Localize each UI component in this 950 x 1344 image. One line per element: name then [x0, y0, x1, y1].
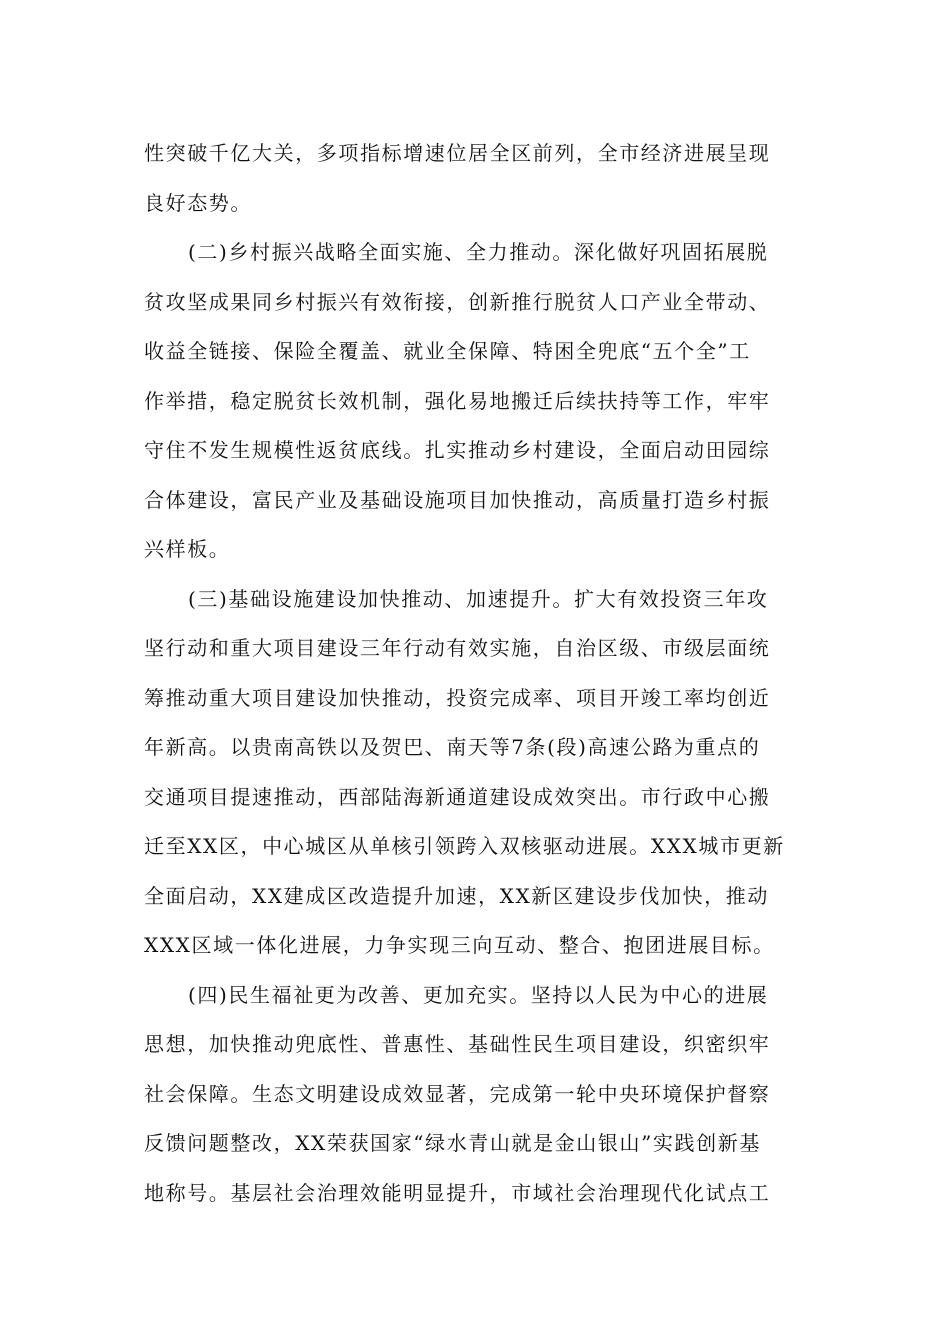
text-line: 社会保障。生态文明建设成效显著，完成第一轮中央环境保护督察	[144, 1081, 771, 1106]
text-line: 全面启动，XX建成区改造提升加速，XX新区建设步伐加快，推动	[144, 883, 769, 908]
text-line: 良好态势。	[144, 190, 252, 215]
text-line: 迁至XX区，中心城区从单核引领跨入双核驱动进展。XXX城市更新	[144, 834, 785, 858]
section-heading-line: (四)民生福祉更为改善、更加充实。坚持以人民为中心的进展	[188, 982, 769, 1007]
text-line: XXX区域一体化进展，力争实现三向互动、整合、抱团进展目标。	[144, 933, 775, 957]
text-line: 年新高。以贵南高铁以及贺巴、南天等7条(段)高速公路为重点的	[144, 735, 761, 759]
text-line: 守住不发生规模性返贫底线。扎实推动乡村建设，全面启动田园综	[144, 438, 771, 462]
text-line: 作举措，稳定脱贫长效机制，强化易地搬迁后续扶持等工作，牢牢	[144, 388, 771, 413]
text-line: 思想，加快推动兜底性、普惠性、基础性民生项目建设，织密织牢	[144, 1032, 771, 1056]
text-line: 贫攻坚成果同乡村振兴有效衔接，创新推行脱贫人口产业全带动、	[144, 289, 771, 314]
text-line: 筹推动重大项目建设加快推动，投资完成率、项目开竣工率均创近	[144, 685, 771, 710]
text-line: 坚行动和重大项目建设三年行动有效实施，自治区级、市级层面统	[144, 636, 771, 660]
text-line: 地称号。基层社会治理效能明显提升，市域社会治理现代化试点工	[144, 1180, 771, 1205]
body-text	[144, 129, 810, 1218]
text-line: 性突破千亿大关，多项指标增速位居全区前列，全市经济进展呈现	[144, 141, 771, 165]
text-line: 收益全链接、保险全覆盖、就业全保障、特困全兜底“五个全”工	[144, 339, 751, 363]
text-line: 反馈问题整改，XX荣获国家“绿水青山就是金山银山”实践创新基	[144, 1131, 761, 1155]
section-heading-line: (三)基础设施建设加快推动、加速提升。扩大有效投资三年攻	[188, 586, 769, 611]
text-line: 兴样板。	[144, 537, 231, 561]
section-heading-line: (二)乡村振兴战略全面实施、全力推动。深化做好巩固拓展脱	[188, 240, 769, 264]
text-line: 交通项目提速推动，西部陆海新通道建设成效突出。市行政中心搬	[144, 784, 771, 809]
text-line: 合体建设，富民产业及基础设施项目加快推动，高质量打造乡村振	[144, 487, 771, 512]
